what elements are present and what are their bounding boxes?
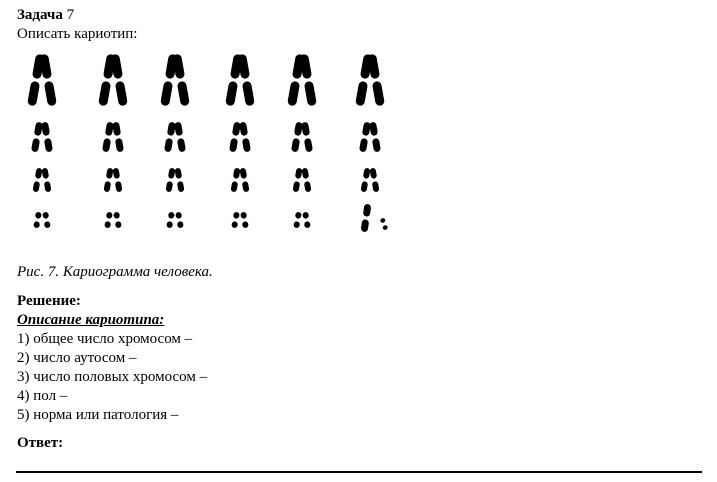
chromosome [41, 168, 51, 193]
list-item-sex-chromosomes: 3) число половых хромосом – [17, 369, 208, 385]
chromosome [110, 54, 128, 107]
list-item-norm-pathology: 5) норма или патология – [17, 407, 179, 423]
chromosome [113, 212, 122, 229]
chromosome [166, 212, 175, 229]
chromosome [301, 168, 311, 193]
chromosome [230, 168, 240, 193]
chromosome [103, 168, 113, 193]
chromosome [229, 122, 241, 153]
task-number: 7 [66, 7, 75, 23]
answer-label: Ответ: [17, 435, 64, 451]
figure-caption: Рис. 7. Кариограмма человека. [17, 264, 213, 280]
chromosome [174, 168, 184, 193]
chromosome [302, 212, 311, 229]
chromosome [41, 122, 53, 153]
chromosome [165, 168, 175, 193]
answer-line [16, 471, 702, 473]
chromosome [299, 54, 317, 107]
chromosome [239, 168, 249, 193]
chromosome [42, 212, 51, 229]
chromosome [237, 54, 255, 107]
chromosome [172, 54, 190, 107]
chromosome [112, 122, 124, 153]
chromosome [361, 204, 372, 233]
list-item-sex: 4) пол – [17, 388, 68, 404]
chromosome [175, 212, 184, 229]
chromosome [369, 122, 381, 153]
chromosome [102, 122, 114, 153]
solution-heading: Решение: [17, 293, 81, 309]
chromosome [301, 122, 313, 153]
chromosome [33, 212, 42, 229]
chromosome [292, 168, 302, 193]
list-item-total: 1) общее число хромосом – [17, 331, 193, 347]
chromosome [240, 212, 249, 229]
chromosome [293, 212, 302, 229]
chromosome [380, 218, 388, 231]
task-label: Задача [17, 7, 63, 23]
chromosome [112, 168, 122, 193]
chromosome [360, 168, 370, 193]
chromosome [39, 54, 57, 107]
chromosome [231, 212, 240, 229]
chromosome [291, 122, 303, 153]
chromosome [239, 122, 251, 153]
chromosome [32, 168, 42, 193]
chromosome [31, 122, 43, 153]
chromosome [367, 54, 385, 107]
task-instruction: Описать кариотип: [17, 26, 138, 42]
chromosome [164, 122, 176, 153]
list-item-autosomes: 2) число аутосом – [17, 350, 137, 366]
chromosome [369, 168, 379, 193]
chromosome [104, 212, 113, 229]
chromosome [174, 122, 186, 153]
chromosome [359, 122, 371, 153]
karyotype-description-heading: Описание кариотипа: [17, 312, 165, 328]
